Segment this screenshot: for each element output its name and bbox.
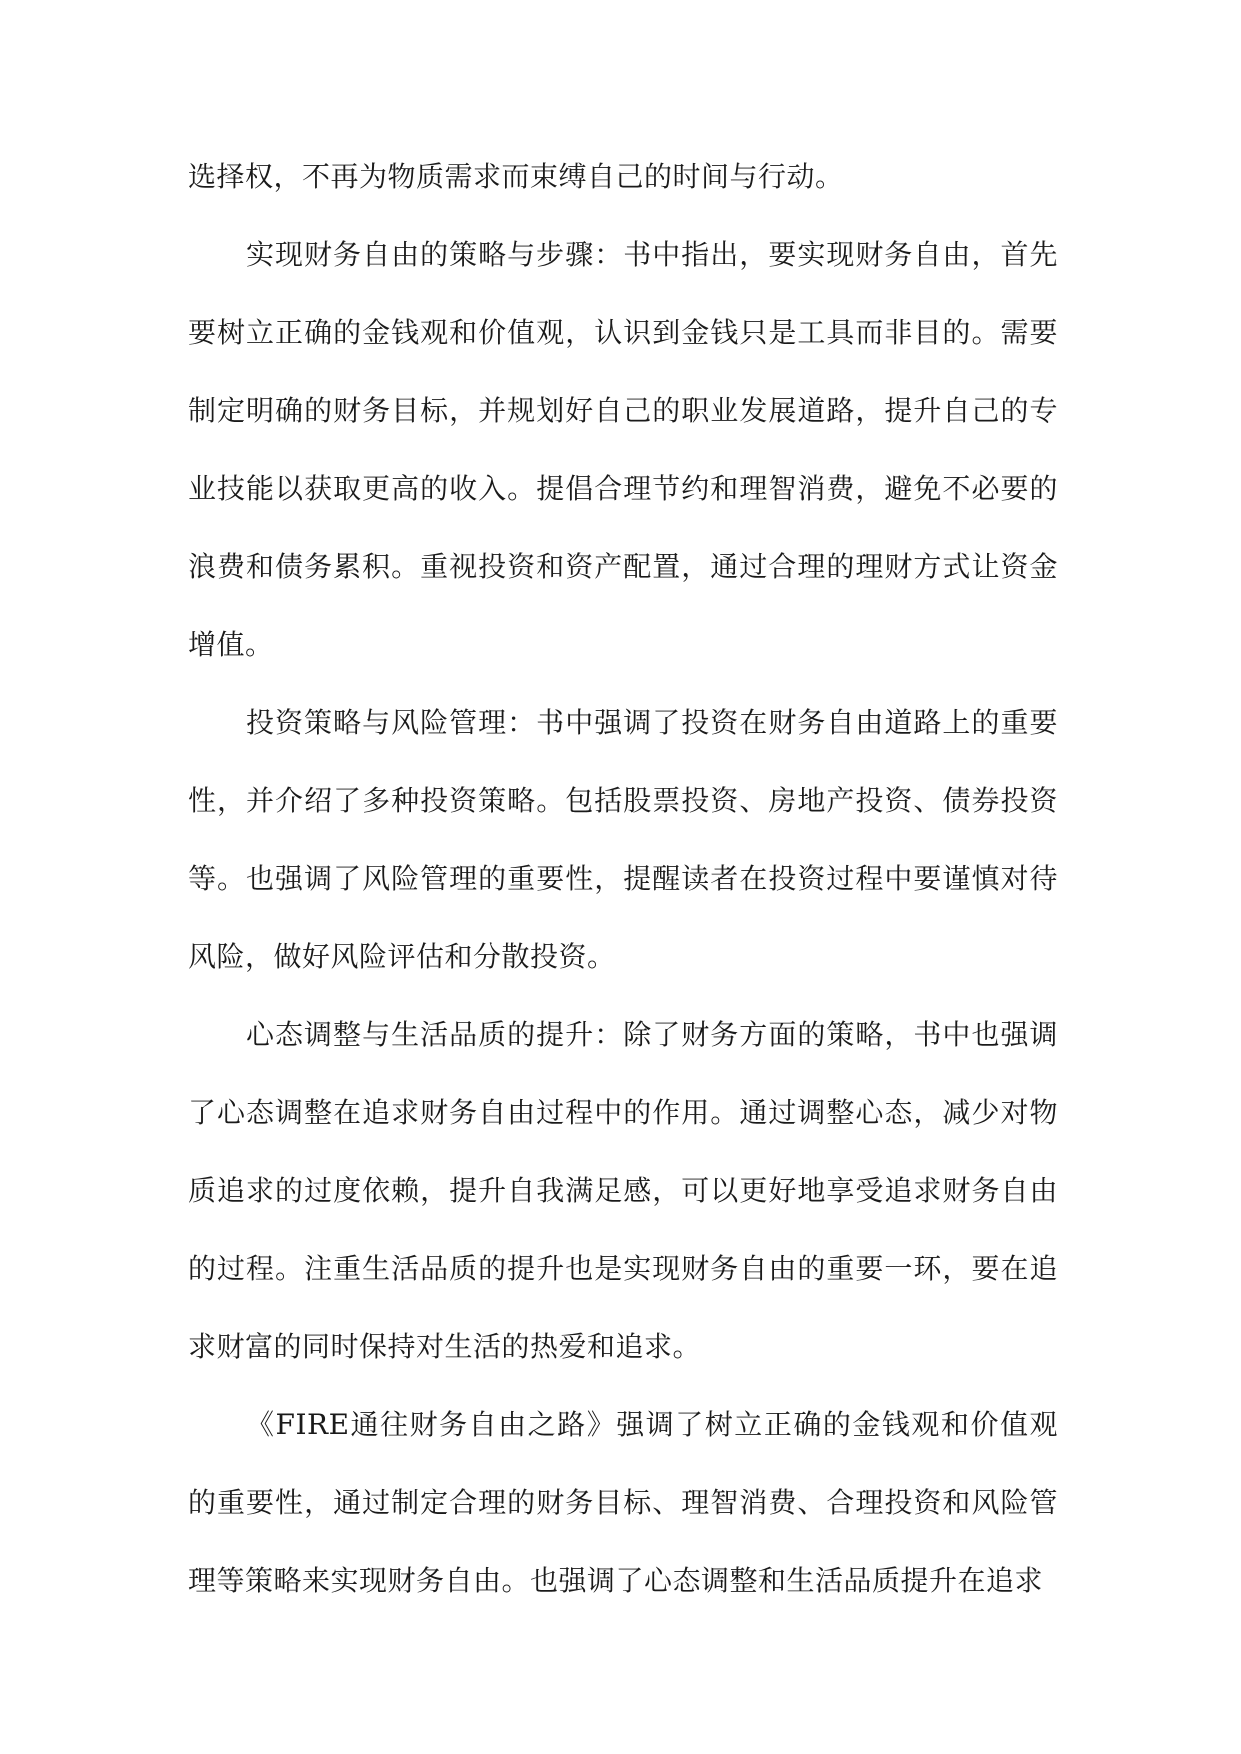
- paragraph-4: 心态调整与生活品质的提升：除了财务方面的策略，书中也强调了心态调整在追求财务自由过程中的作用。通过调整心态，减少对物质追求的过度依赖，提升自我满足感，可以更好地享受追求财务自由的过程。注重生活品质的提升也是实现财务自由的重要一环，要在追求财富的同时保持对生活的热爱和追求。: [188, 1018, 1058, 1363]
- paragraph-3: 投资策略与风险管理：书中强调了投资在财务自由道路上的重要性，并介绍了多种投资策略。包括股票投资、房地产投资、债券投资等。也强调了风险管理的重要性，提醒读者在投资过程中要谨慎对待风险，做好风险评估和分散投资。: [188, 706, 1058, 973]
- paragraph-1: 选择权，不再为物质需求而束缚自己的时间与行动。: [188, 160, 844, 193]
- document-body: [188, 138, 1058, 1620]
- paragraph-2: 实现财务自由的策略与步骤：书中指出，要实现财务自由，首先要树立正确的金钱观和价值观，认识到金钱只是工具而非目的。需要制定明确的财务目标，并规划好自己的职业发展道路，提升自己的专业技能以获取更高的收入。提倡合理节约和理智消费，避免不必要的浪费和债务累积。重视投资和资产配置，通过合理的理财方式让资金增值。: [188, 238, 1058, 661]
- paragraph-5: 《FIRE通往财务自由之路》强调了树立正确的金钱观和价值观的重要性，通过制定合理的财务目标、理智消费、合理投资和风险管理等策略来实现财务自由。也强调了心态调整和生活品质提升在追求: [188, 1408, 1058, 1597]
